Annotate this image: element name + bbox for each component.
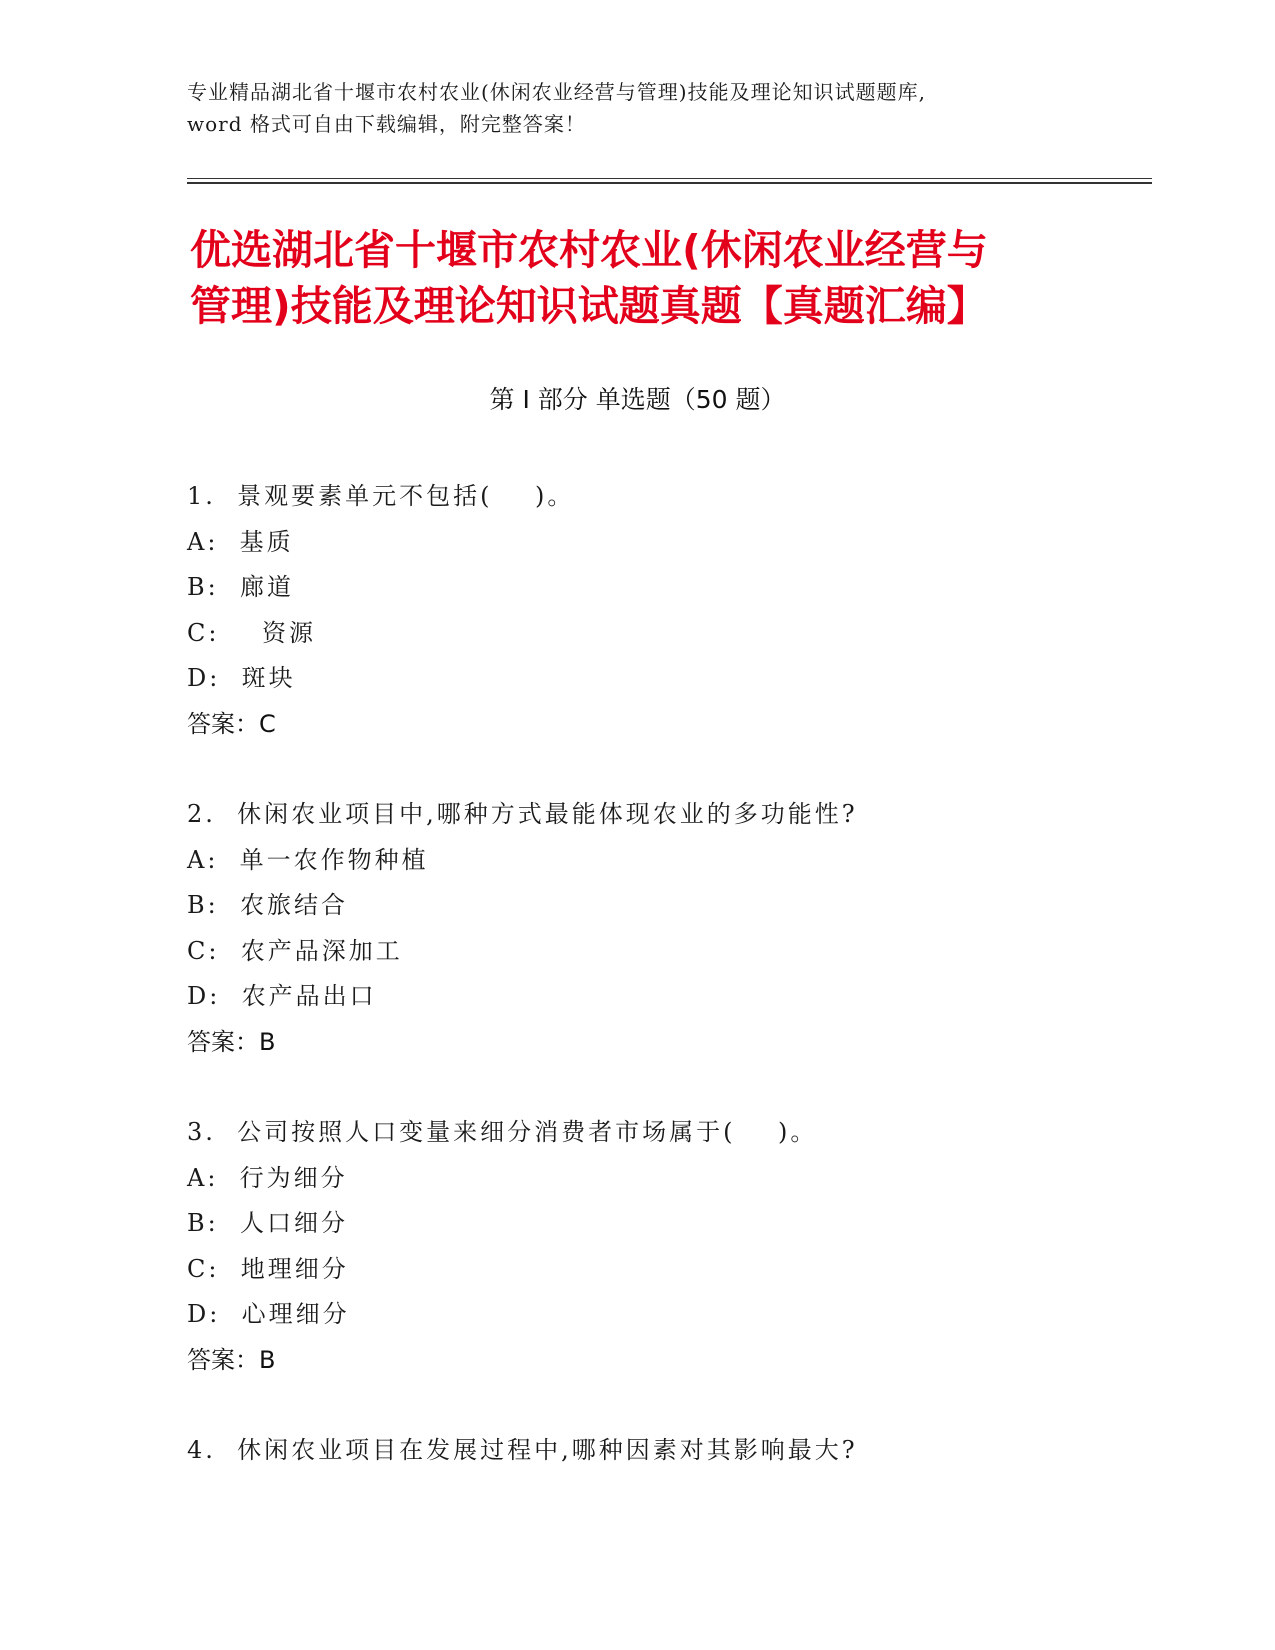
option-c: C: 地理细分 bbox=[187, 1254, 349, 1283]
option-a: A: 基质 bbox=[187, 527, 294, 556]
question-stem: 2. 休闲农业项目中,哪种方式最能体现农业的多功能性? bbox=[187, 800, 858, 828]
document-title bbox=[190, 222, 1110, 334]
header-divider-thick bbox=[187, 182, 1152, 184]
header-note bbox=[187, 76, 1087, 140]
option-a: A: 单一农作物种植 bbox=[187, 845, 429, 874]
option-d: D: 心理细分 bbox=[187, 1300, 350, 1328]
answer-label: 答案：B bbox=[187, 1345, 276, 1374]
option-d: D: 农产品出口 bbox=[187, 982, 377, 1010]
question-stem: 3. 公司按照人口变量来细分消费者市场属于( )。 bbox=[187, 1118, 818, 1146]
section-heading: 第 I 部分 单选题（50 题） bbox=[489, 385, 786, 414]
option-b: B: 廊道 bbox=[187, 573, 294, 601]
header-note-line-2: word 格式可自由下载编辑，附完整答案！ bbox=[187, 112, 586, 136]
question-1 bbox=[187, 474, 1167, 747]
question-stem: 1. 景观要素单元不包括( )。 bbox=[187, 482, 575, 510]
answer-label: 答案：B bbox=[187, 1027, 276, 1056]
document-title-line-2: 管理)技能及理论知识试题真题【真题汇编】 bbox=[190, 282, 988, 330]
option-d: D: 斑块 bbox=[187, 664, 296, 692]
header-note-line-1: 专业精品湖北省十堰市农村农业(休闲农业经营与管理)技能及理论知识试题题库, bbox=[187, 80, 926, 104]
question-list bbox=[187, 474, 1167, 1519]
document-title-line-1: 优选湖北省十堰市农村农业(休闲农业经营与 bbox=[190, 226, 988, 274]
question-3 bbox=[187, 1110, 1167, 1383]
option-b: B: 人口细分 bbox=[187, 1209, 348, 1237]
option-c: C: 农产品深加工 bbox=[187, 936, 403, 965]
answer-label: 答案：C bbox=[187, 709, 276, 738]
question-2 bbox=[187, 792, 1167, 1065]
option-b: B: 农旅结合 bbox=[187, 891, 348, 919]
option-a: A: 行为细分 bbox=[187, 1163, 348, 1192]
question-stem: 4. 休闲农业项目在发展过程中,哪种因素对其影响最大? bbox=[187, 1436, 858, 1464]
option-c: C: 资源 bbox=[187, 618, 316, 647]
question-4 bbox=[187, 1428, 1167, 1474]
header-divider-thin bbox=[187, 178, 1152, 179]
